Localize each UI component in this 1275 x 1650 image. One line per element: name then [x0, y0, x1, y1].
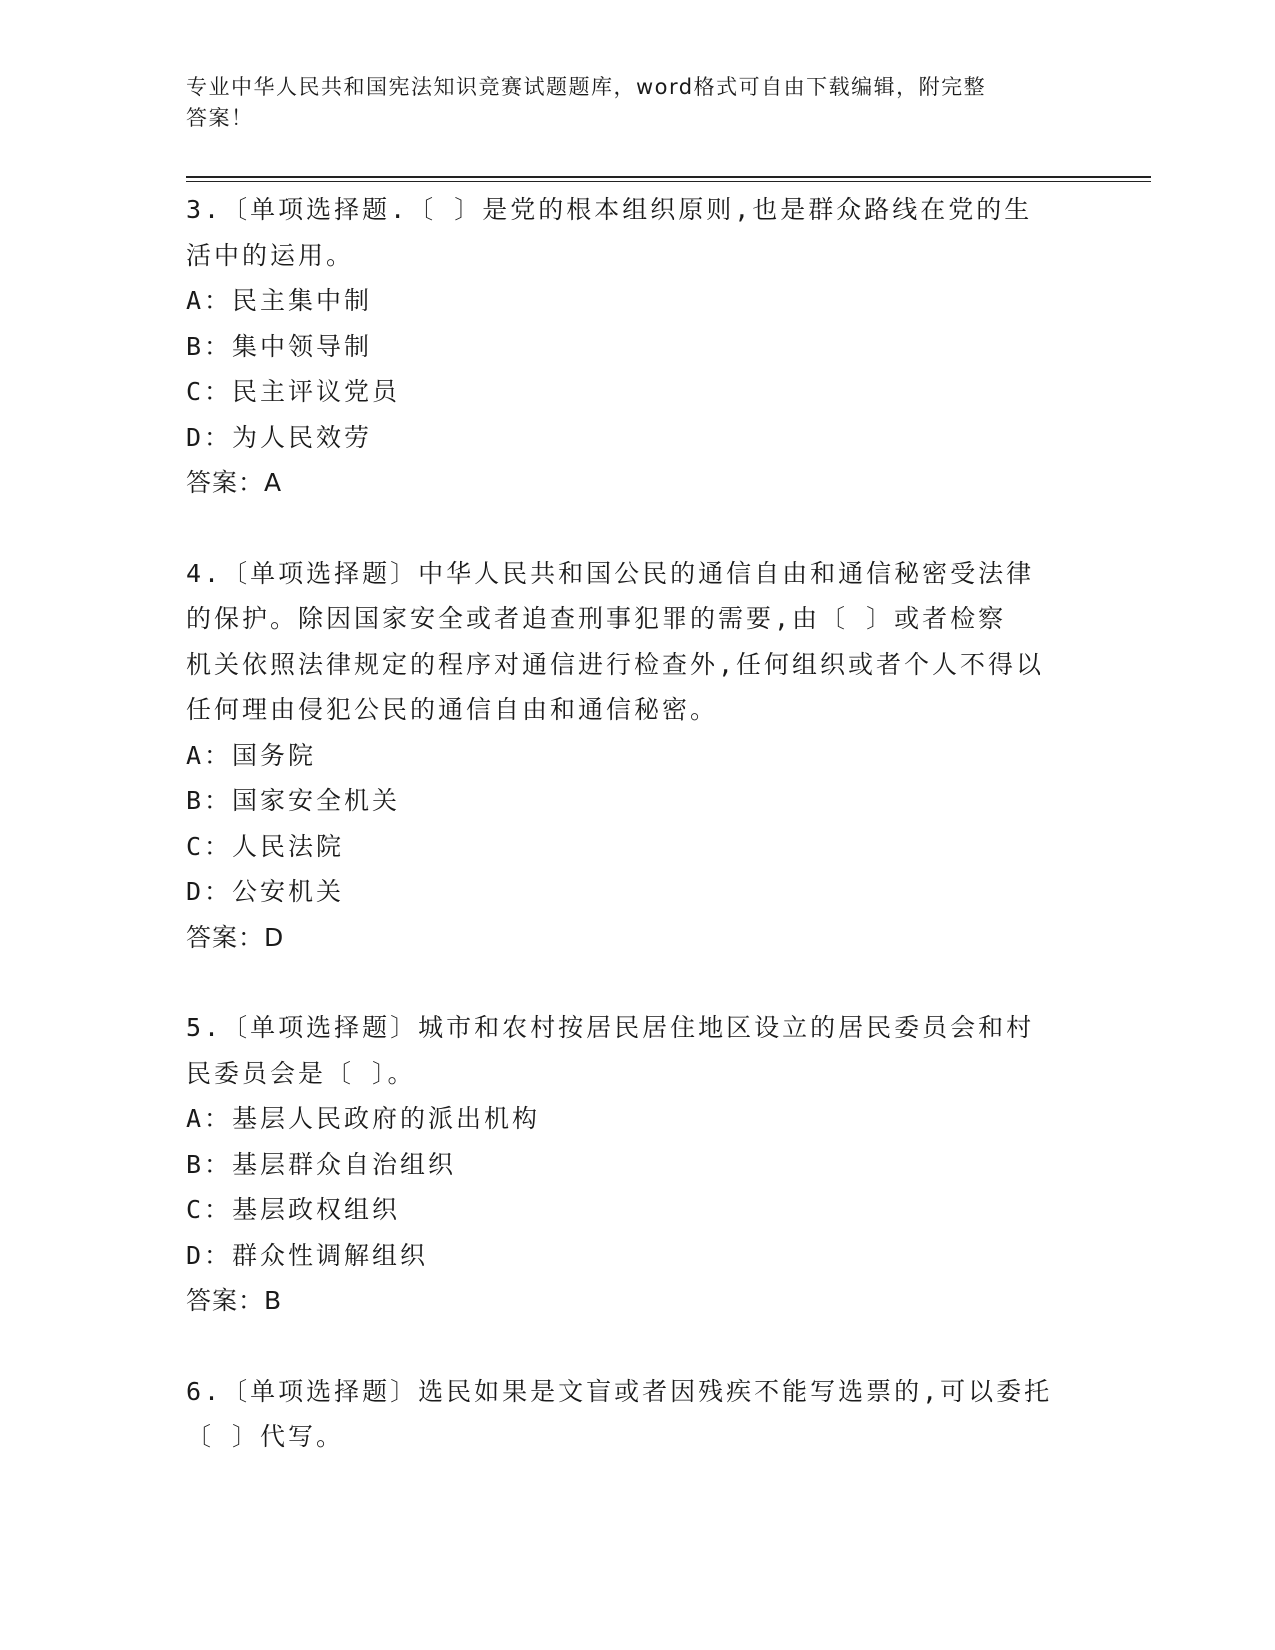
header-line-1: 专业中华人民共和国宪法知识竞赛试题题库，word格式可自由下载编辑，附完整 — [186, 75, 987, 99]
document-header — [186, 72, 1066, 134]
question-text: 3.〔单项选择题.〔 〕是党的根本组织原则,也是群众路线在党的生 — [186, 195, 1033, 224]
option-b: B：基层群众自治组织 — [186, 1149, 457, 1179]
question-4 — [186, 551, 1066, 961]
option-b: B：国家安全机关 — [186, 786, 401, 815]
question-text: 活中的运用。 — [186, 240, 355, 270]
question-5 — [186, 1005, 1066, 1324]
option-a: A：国务院 — [186, 740, 317, 770]
option-d: D：为人民效劳 — [186, 422, 373, 452]
header-divider-thick — [186, 176, 1151, 178]
option-d: D：公安机关 — [186, 877, 345, 906]
option-c: C：民主评议党员 — [186, 377, 401, 406]
header-line-2: 答案！ — [186, 106, 254, 130]
answer: 答案：B — [186, 1286, 283, 1315]
question-text: 的保护。除因国家安全或者追查刑事犯罪的需要,由〔 〕或者检察 — [186, 604, 1007, 633]
question-text: 〔 〕代写。 — [186, 1422, 345, 1451]
question-text: 5.〔单项选择题〕城市和农村按居民居住地区设立的居民委员会和村 — [186, 1013, 1035, 1042]
question-text: 机关依照法律规定的程序对通信进行检查外,任何组织或者个人不得以 — [186, 649, 1045, 679]
option-a: A：民主集中制 — [186, 286, 373, 315]
question-text: 4.〔单项选择题〕中华人民共和国公民的通信自由和通信秘密受法律 — [186, 558, 1035, 588]
option-c: C：人民法院 — [186, 831, 345, 861]
answer: 答案：D — [186, 922, 285, 952]
question-spacer — [186, 506, 1066, 551]
option-b: B：集中领导制 — [186, 331, 373, 361]
option-d: D：群众性调解组织 — [186, 1240, 429, 1270]
question-text: 民委员会是〔 〕。 — [186, 1058, 416, 1088]
answer: 答案：A — [186, 468, 283, 497]
option-c: C：基层政权组织 — [186, 1195, 401, 1224]
question-text: 6.〔单项选择题〕选民如果是文盲或者因残疾不能写选票的,可以委托 — [186, 1376, 1053, 1406]
option-a: A：基层人民政府的派出机构 — [186, 1104, 541, 1133]
question-spacer — [186, 1324, 1066, 1369]
header-divider-thin — [186, 181, 1151, 182]
question-list — [186, 187, 1066, 1460]
question-6 — [186, 1369, 1066, 1460]
question-spacer — [186, 960, 1066, 1005]
question-3 — [186, 187, 1066, 506]
question-text: 任何理由侵犯公民的通信自由和通信秘密。 — [186, 695, 719, 724]
